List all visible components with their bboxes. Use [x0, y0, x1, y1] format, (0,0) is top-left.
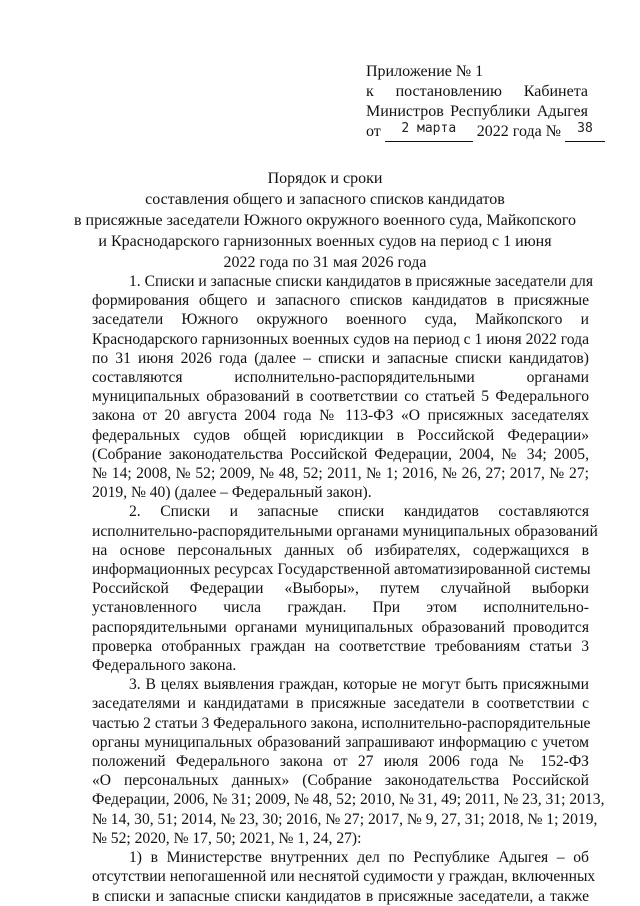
text-line: 1. Списки и запасные списки кандидатов в присяжные заседатели для [129, 273, 593, 290]
title-line: и Краснодарского гарнизонных военных судов на период с 1 июня [98, 233, 552, 250]
text-line: «О персональных данных» (Собрание законодательства Российской [92, 772, 589, 790]
text-line: частью 2 статьи 3 Федерального закона, исполнительно-распорядительные [92, 714, 591, 732]
attachment-resolution-line: к постановлению Кабинета [366, 83, 588, 100]
text-line: заседатели Южного окружного военного суда, Майкопского и [92, 311, 589, 329]
text-line: в списки и запасные списки кандидатов в присяжные заседатели, а также [92, 887, 589, 905]
text-line: заседателями и кандидатами в присяжные заседатели в соответствии с [92, 695, 589, 713]
text-line: 2. Списки и запасные списки кандидатов составляются [129, 503, 589, 521]
text-line: № 14; 2008, № 52; 2009, № 48, 52; 2011, № 1; 2016, № 26, 27; 2017, № 27; [92, 465, 589, 483]
title-line: в присяжные заседатели Южного окружного военного суда, Майкопского [73, 212, 577, 229]
text-line: отсутствии непогашенной или неснятой судимости у граждан, включенных [92, 868, 596, 886]
attachment-cabinet-line: Министров Республики Адыгея [366, 103, 588, 120]
text-line: 3. В целях выявления граждан, которые не могут быть присяжными [129, 676, 589, 694]
date-fill-field [385, 123, 473, 142]
paragraph-3-subitem-1 [92, 848, 596, 906]
paragraph-1 [92, 272, 593, 502]
text-line: составляются исполнительно-распорядительными органами [92, 369, 589, 387]
title-line: составления общего и запасного списков кандидатов [145, 191, 505, 208]
title-line: Порядок и сроки [267, 170, 383, 187]
text-line: информационных ресурсах Государственной автоматизированной системы [92, 561, 591, 579]
text-line: муниципальных образований в соответствии со статьей 5 Федерального [92, 388, 589, 406]
text-line: 1) в Министерстве внутренних дел по Республике Адыгея – об [129, 849, 589, 867]
text-line: проверка отобранных граждан на соответствие требованиям статьи 3 [92, 637, 589, 655]
text-line: по 31 июня 2026 года (далее – списки и запасные списки кандидатов) [92, 349, 589, 367]
paragraph-2 [92, 502, 598, 675]
text-line: (Собрание законодательства Российской Федерации, 2004, № 34; 2005, [92, 445, 589, 463]
text-line: Федерации, 2006, № 31; 2009, № 48, 52; 2010, № 31, 49; 2011, № 23, 31; 2013, [92, 791, 605, 809]
text-line: органы муниципальных образований запрашивают информацию с учетом [92, 733, 589, 751]
handwritten-number: 38 [577, 121, 593, 136]
text-line: исполнительно-распорядительными органами муниципальных образований [92, 522, 598, 540]
text-line: на основе персональных данных об избирателях, содержащихся в [92, 541, 589, 559]
text-line: Федерального закона. [92, 657, 237, 675]
text-line: распорядительными органами муниципальных образований проводится [92, 618, 589, 636]
text-line: федеральных судов общей юрисдикции в Российской Федерации» [92, 426, 589, 444]
text-line: закона от 20 августа 2004 года № 113-ФЗ «О присяжных заседателях [92, 407, 589, 425]
text-line: Краснодарского гарнизонных военных судов на период с 1 июня 2022 года [92, 330, 589, 348]
number-fill-field [565, 123, 605, 142]
attachment-from-word: от [366, 123, 381, 140]
document-title [60, 168, 590, 273]
attachment-year-text: 2022 года № [476, 123, 561, 140]
title-line: 2022 года по 31 мая 2026 года [223, 254, 427, 271]
document-body [92, 272, 605, 906]
text-line: Российской Федерации «Выборы», путем случайной выборки [92, 580, 589, 598]
attachment-title: Приложение № 1 [366, 63, 484, 80]
text-line: 2019, № 40) (далее – Федеральный закон). [92, 484, 372, 502]
attachment-date-line [366, 121, 593, 142]
text-line: положений Федерального закона от 27 июля 2006 года № 152-ФЗ [92, 753, 589, 771]
text-line: № 52; 2020, № 17, 50; 2021, № 1, 24, 27): [92, 829, 362, 847]
text-line: установленного числа граждан. При этом исполнительно- [92, 599, 589, 617]
handwritten-date: 2 марта [401, 121, 457, 136]
paragraph-3 [92, 675, 605, 848]
text-line: формирования общего и запасного списков кандидатов в присяжные [92, 292, 589, 310]
attachment-block [366, 62, 593, 142]
text-line: № 14, 30, 51; 2014, № 23, 30; 2016, № 27; 2017, № 9, 27, 31; 2018, № 1; 2019, [92, 810, 598, 828]
